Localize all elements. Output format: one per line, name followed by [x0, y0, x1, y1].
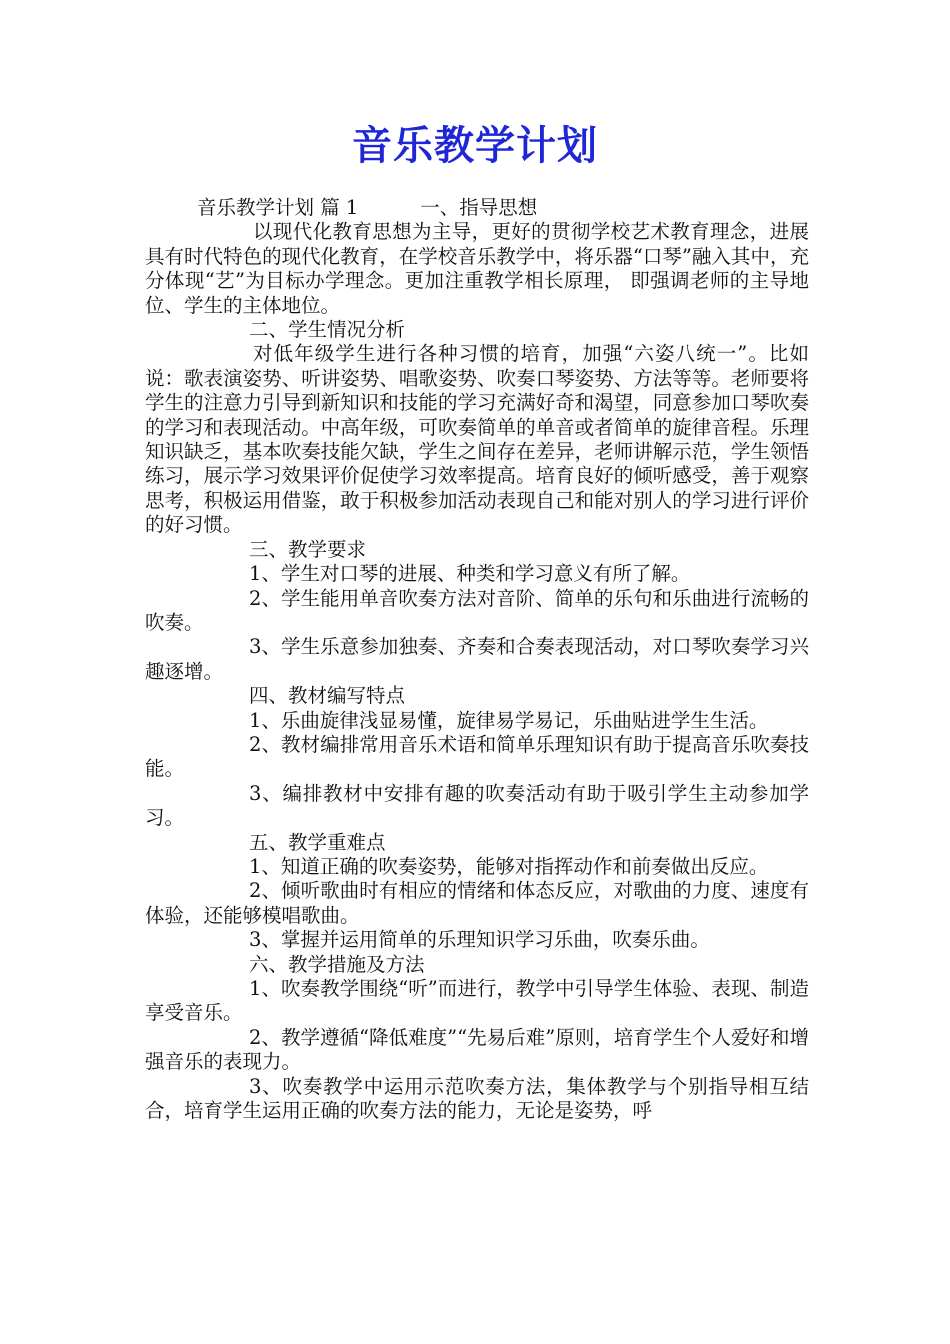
requirement-item-2: 2、学生能用单音吹奏方法对音阶、简单的乐句和乐曲进行流畅的吹奏。	[145, 586, 809, 634]
key-point-item-1: 1、知道正确的吹奏姿势，能够对指挥动作和前奏做出反应。	[249, 854, 769, 878]
paragraph-guiding-thought: 以现代化教育思想为主导，更好的贯彻学校艺术教育理念，进展具有时代特色的现代化教育，在学校音乐教学中，将乐器“口琴”融入其中，充分体现“艺”为目标办学理念。更加注重教学相长原理， 即强调老师的主导地位、学生的主体地位。	[145, 220, 809, 317]
method-item-2: 2、教学遵循“降低难度”“先易后难”原则，培育学生个人爱好和增强音乐的表现力。	[145, 1025, 809, 1074]
key-point-item-3: 3、掌握并运用简单的乐理知识学习乐曲，吹奏乐曲。	[249, 928, 710, 952]
feature-item-3: 3、编排教材中安排有趣的吹奏活动有助于吸引学生主动参加学习。	[145, 781, 809, 830]
heading-teaching-requirements: 三、教学要求	[249, 537, 367, 561]
requirement-item-3: 3、学生乐意参加独奏、齐奏和合奏表现活动，对口琴吹奏学习兴趣逐增。	[145, 635, 809, 683]
heading-methods: 六、教学措施及方法	[249, 952, 425, 976]
heading-student-analysis: 二、学生情况分析	[249, 318, 406, 342]
feature-item-2: 2、教材编排常用音乐术语和简单乐理知识有助于提高音乐吹奏技能。	[145, 732, 809, 781]
method-item-1: 1、吹奏教学围绕“听”而进行，教学中引导学生体验、表现、制造享受音乐。	[145, 977, 809, 1025]
document-body	[145, 196, 809, 1123]
feature-item-1: 1、乐曲旋律浅显易懂，旋律易学易记，乐曲贴进学生生活。	[249, 708, 769, 732]
section-header-line: 音乐教学计划 篇 1 一、指导思想	[197, 196, 538, 219]
key-point-item-2: 2、倾听歌曲时有相应的情绪和体态反应，对歌曲的力度、速度有体验，还能够模唱歌曲。	[145, 879, 809, 927]
document-title: 音乐教学计划	[352, 122, 598, 169]
method-item-3: 3、吹奏教学中运用示范吹奏方法，集体教学与个别指导相互结合，培育学生运用正确的吹奏方法的能力，无论是姿势，呼	[145, 1074, 809, 1123]
heading-textbook-features: 四、教材编写特点	[249, 684, 406, 708]
heading-key-points: 五、教学重难点	[249, 830, 386, 854]
requirement-item-1: 1、学生对口琴的进展、种类和学习意义有所了解。	[249, 562, 691, 586]
paragraph-student-analysis: 对低年级学生进行各种习惯的培育，加强“六姿八统一”。比如说：歌表演姿势、听讲姿势、唱歌姿势、吹奏口琴姿势、方法等等。老师要将学生的注意力引导到新知识和技能的学习充满好奇和渴望，同意参加口琴吹奏的学习和表现活动。中高年级，可吹奏简单的单音或者简单的旋律音程。乐理知识缺乏，基本吹奏技能欠缺，学生之间存在差异，老师讲解示范，学生领悟练习，展示学习效果评价促使学习效率提高。培育良好的倾听感受，善于观察思考，积极运用借鉴，敢于积极参加活动表现自己和能对别人的学习进行评价的好习惯。	[145, 342, 809, 537]
